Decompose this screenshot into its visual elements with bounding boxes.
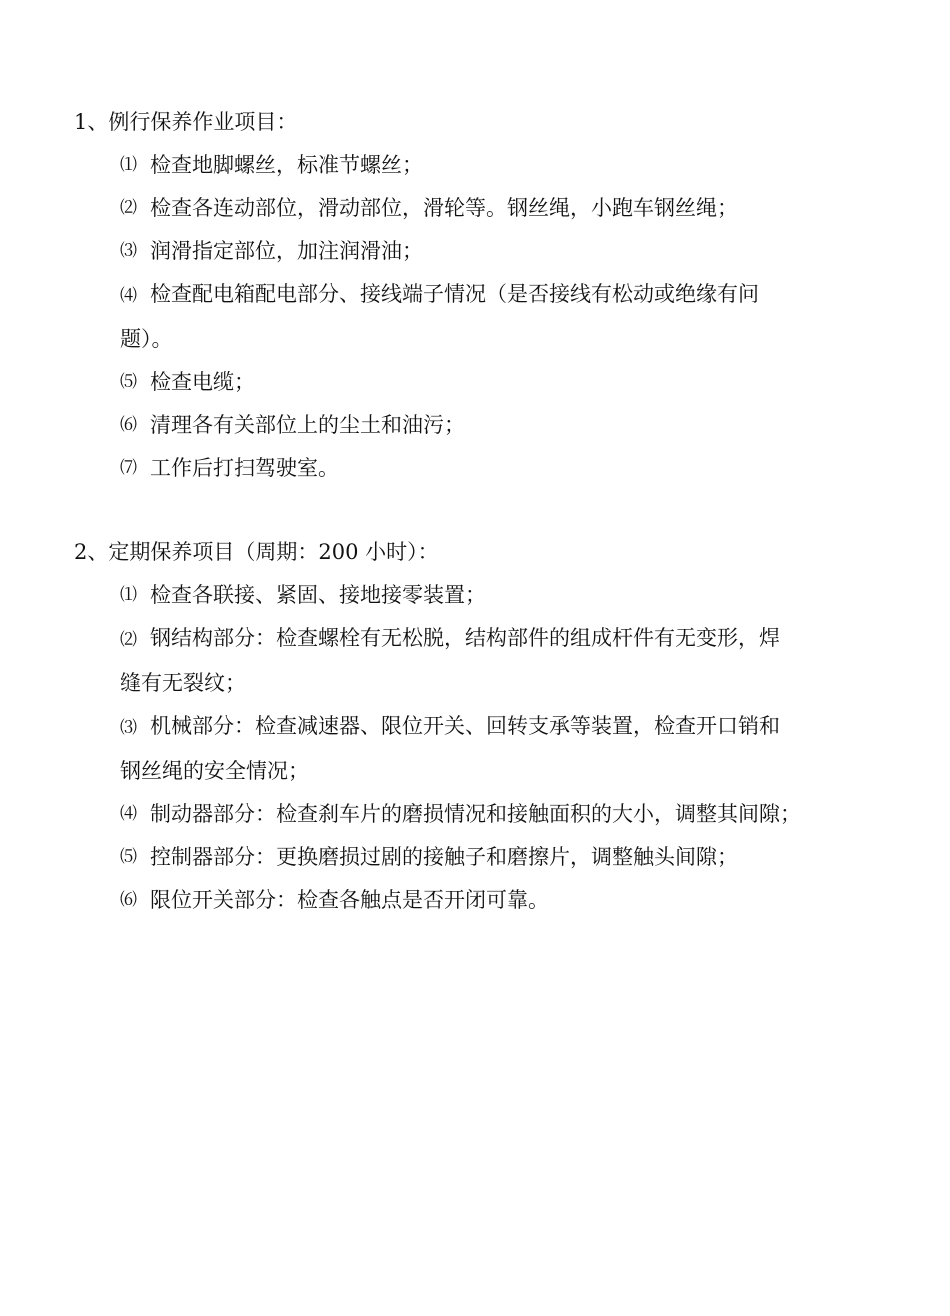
list-item bbox=[74, 793, 904, 836]
item-number: ⑶ bbox=[120, 241, 136, 261]
item-text: 控制器部分：更换磨损过剧的接触子和磨擦片，调整触头间隙； bbox=[150, 845, 738, 869]
item-number: ⑴ bbox=[120, 585, 136, 605]
item-text-continuation: 缝有无裂纹； bbox=[120, 671, 246, 695]
item-list bbox=[74, 144, 904, 490]
item-text: 限位开关部分：检查各触点是否开闭可靠。 bbox=[150, 888, 549, 912]
item-text: 清理各有关部位上的尘土和油污； bbox=[150, 413, 465, 437]
section-heading: 2、定期保养项目（周期：200 小时）： bbox=[74, 540, 439, 564]
section-routine-maintenance bbox=[74, 100, 904, 490]
item-number: ⑹ bbox=[120, 415, 136, 435]
section-periodic-maintenance bbox=[74, 530, 904, 922]
item-number: ⑵ bbox=[120, 198, 136, 218]
list-item bbox=[74, 144, 904, 187]
item-number: ⑸ bbox=[120, 847, 136, 867]
section-heading: 1、例行保养作业项目： bbox=[74, 110, 298, 134]
list-item bbox=[74, 836, 904, 879]
list-item bbox=[74, 361, 904, 404]
list-item bbox=[74, 705, 904, 793]
list-item bbox=[74, 273, 904, 361]
item-text-continuation: 题）。 bbox=[120, 327, 173, 351]
item-number: ⑸ bbox=[120, 372, 136, 392]
list-item bbox=[74, 404, 904, 447]
item-text: 润滑指定部位，加注润滑油； bbox=[150, 239, 423, 263]
item-text: 机械部分：检查减速器、限位开关、回转支承等装置，检查开口销和 bbox=[150, 714, 780, 738]
item-text: 检查配电箱配电部分、接线端子情况（是否接线有松动或绝缘有问 bbox=[150, 282, 759, 306]
item-text-continuation: 钢丝绳的安全情况； bbox=[120, 759, 309, 783]
item-text: 检查各联接、紧固、接地接零装置； bbox=[150, 583, 486, 607]
item-text: 检查电缆； bbox=[150, 370, 255, 394]
item-list bbox=[74, 574, 904, 922]
item-text: 检查各连动部位，滑动部位，滑轮等。钢丝绳，小跑车钢丝绳； bbox=[150, 196, 738, 220]
list-item bbox=[74, 187, 904, 230]
item-number: ⑶ bbox=[120, 718, 136, 738]
list-item bbox=[74, 879, 904, 922]
item-number: ⑷ bbox=[120, 804, 136, 824]
item-number: ⑷ bbox=[120, 286, 136, 306]
item-text: 检查地脚螺丝，标准节螺丝； bbox=[150, 153, 423, 177]
list-item bbox=[74, 230, 904, 273]
item-text: 钢结构部分：检查螺栓有无松脱，结构部件的组成杆件有无变形，焊 bbox=[150, 626, 780, 650]
list-item bbox=[74, 447, 904, 490]
item-text: 工作后打扫驾驶室。 bbox=[150, 456, 339, 480]
item-number: ⑴ bbox=[120, 155, 136, 175]
list-item bbox=[74, 574, 904, 617]
list-item bbox=[74, 617, 904, 705]
item-number: ⑵ bbox=[120, 630, 136, 650]
item-text: 制动器部分：检查刹车片的磨损情况和接触面积的大小，调整其间隙； bbox=[150, 802, 801, 826]
item-number: ⑺ bbox=[120, 458, 136, 478]
item-number: ⑹ bbox=[120, 890, 136, 910]
